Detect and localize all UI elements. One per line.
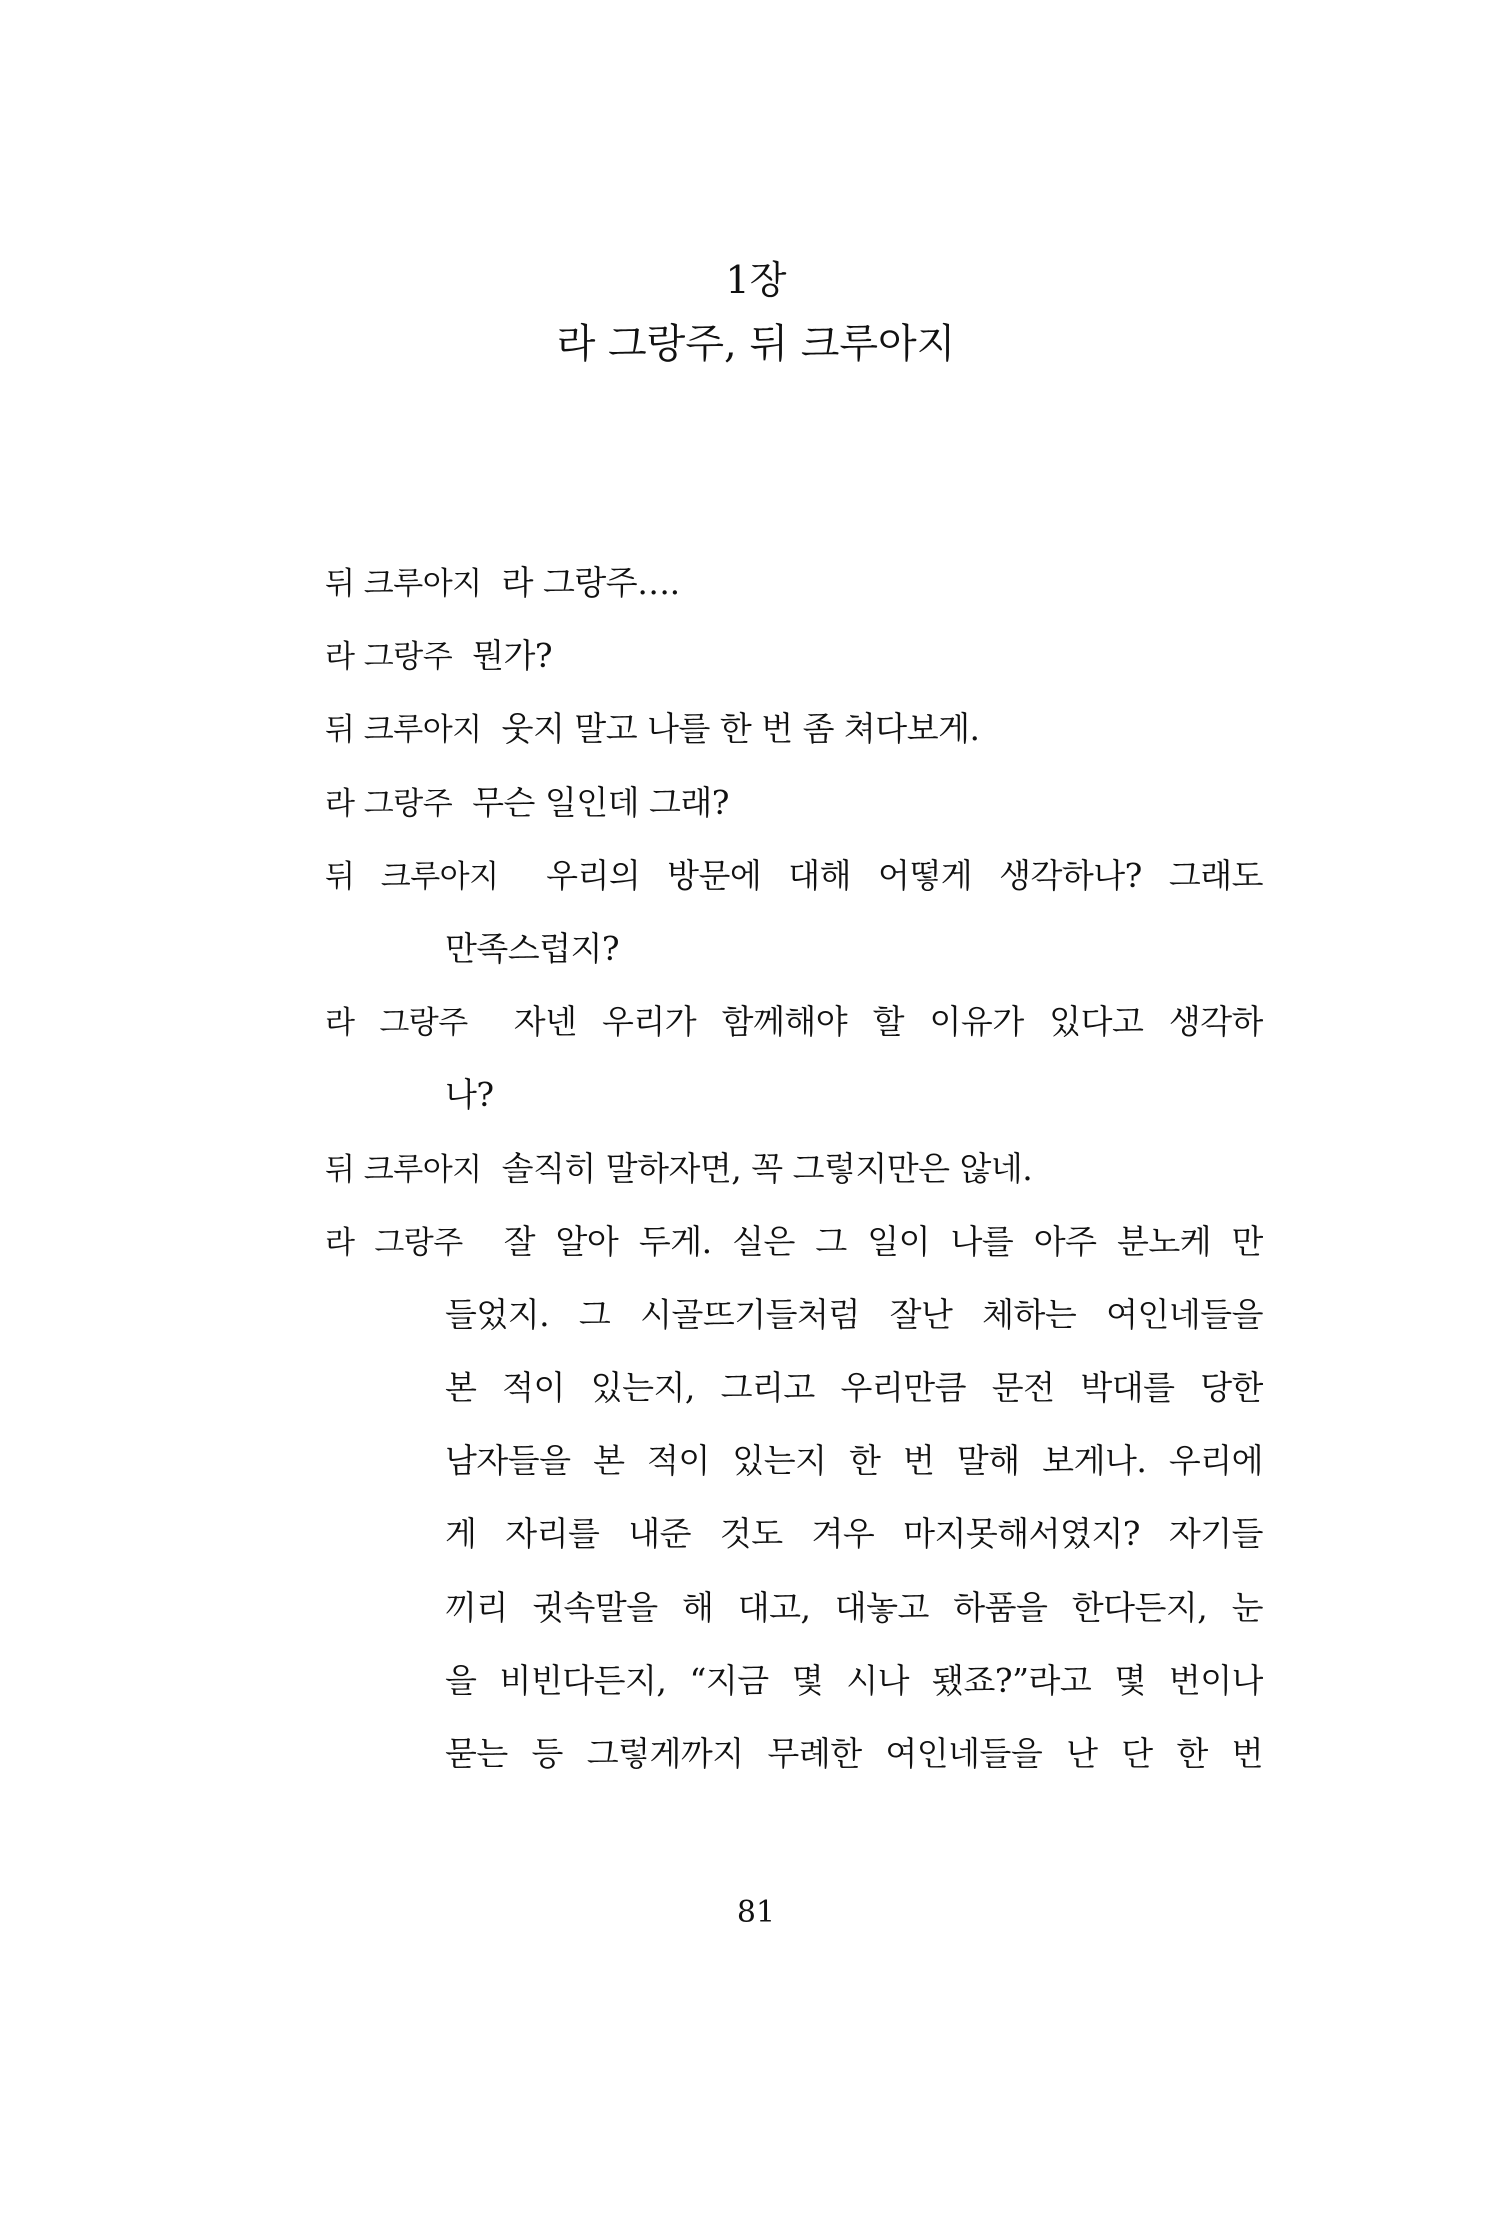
dialogue-continuation (445, 1278, 1263, 1351)
speech-text: 게 자리를 내준 것도 겨우 마지못해서였지? 자기들 (445, 1514, 1263, 1554)
speaker-name: 뒤 크루아지 (325, 566, 482, 602)
speech-text: 남자들을 본 적이 있는지 한 번 말해 보게나. 우리에 (445, 1441, 1263, 1481)
speaker-name: 뒤 크루아지 (325, 712, 482, 749)
dialogue-continuation (445, 1717, 1263, 1790)
speech-text: 을 비빈다든지, “지금 몇 시나 됐죠?”라고 몇 번이나 (445, 1660, 1263, 1700)
dialogue-continuation (445, 1644, 1263, 1717)
dialogue-line (325, 1132, 1263, 1205)
speech-text: 무슨 일인데 그래? (472, 782, 729, 822)
speech-text: 웃지 말고 나를 한 번 좀 쳐다보게. (501, 709, 980, 749)
speech-text: 만족스럽지? (445, 928, 620, 968)
dialogue-line (325, 985, 1263, 1058)
dialogue-continuation (445, 912, 1263, 985)
speaker-name: 라 그랑주 (325, 785, 453, 822)
dialogue-line (325, 766, 1263, 839)
chapter-title: 라 그랑주, 뒤 크루아지 (556, 321, 956, 367)
dialogue-line (325, 692, 1263, 765)
speaker-name: 라 그랑주 (325, 639, 453, 676)
dialogue-continuation (445, 1424, 1263, 1497)
speech-text: 묻는 등 그렇게까지 무례한 여인네들을 난 단 한 번 (445, 1734, 1263, 1773)
dialogue-line (325, 1205, 1263, 1278)
dialogue-continuation (445, 1351, 1263, 1424)
speaker-name: 라 그랑주 (325, 1005, 468, 1042)
speaker-name: 라 그랑주 (325, 1224, 463, 1261)
dialogue-line (325, 546, 1263, 619)
speech-text: 나? (445, 1075, 494, 1115)
speech-text: 자넨 우리가 함께해야 할 이유가 있다고 생각하 (513, 1002, 1263, 1042)
speech-text: 본 적이 있는지, 그리고 우리만큼 문전 박대를 당한 (445, 1368, 1263, 1408)
speech-text: 솔직히 말하자면, 꼭 그렇지만은 않네. (501, 1148, 1033, 1188)
dialogue-line (325, 619, 1263, 692)
speaker-name: 뒤 크루아지 (325, 1151, 482, 1188)
speech-text: 끼리 귓속말을 해 대고, 대놓고 하품을 한다든지, 눈 (445, 1587, 1263, 1627)
page-number: 81 (736, 1895, 776, 1930)
chapter-number: 1장 (725, 258, 787, 302)
dialogue-continuation (445, 1571, 1263, 1644)
dialogue-body (325, 546, 1263, 1790)
speech-text: 뭔가? (472, 636, 553, 676)
dialogue-continuation (445, 1058, 1263, 1131)
speech-text: 들었지. 그 시골뜨기들처럼 잘난 체하는 여인네들을 (445, 1294, 1263, 1334)
speech-text: 잘 알아 두게. 실은 그 일이 나를 아주 분노케 만 (503, 1221, 1263, 1261)
speaker-name: 뒤 크루아지 (325, 858, 499, 895)
speech-text: 라 그랑주…. (501, 563, 680, 602)
dialogue-line (325, 839, 1263, 912)
dialogue-continuation (445, 1497, 1263, 1570)
speech-text: 우리의 방문에 대해 어떻게 생각하나? 그래도 (546, 855, 1263, 895)
